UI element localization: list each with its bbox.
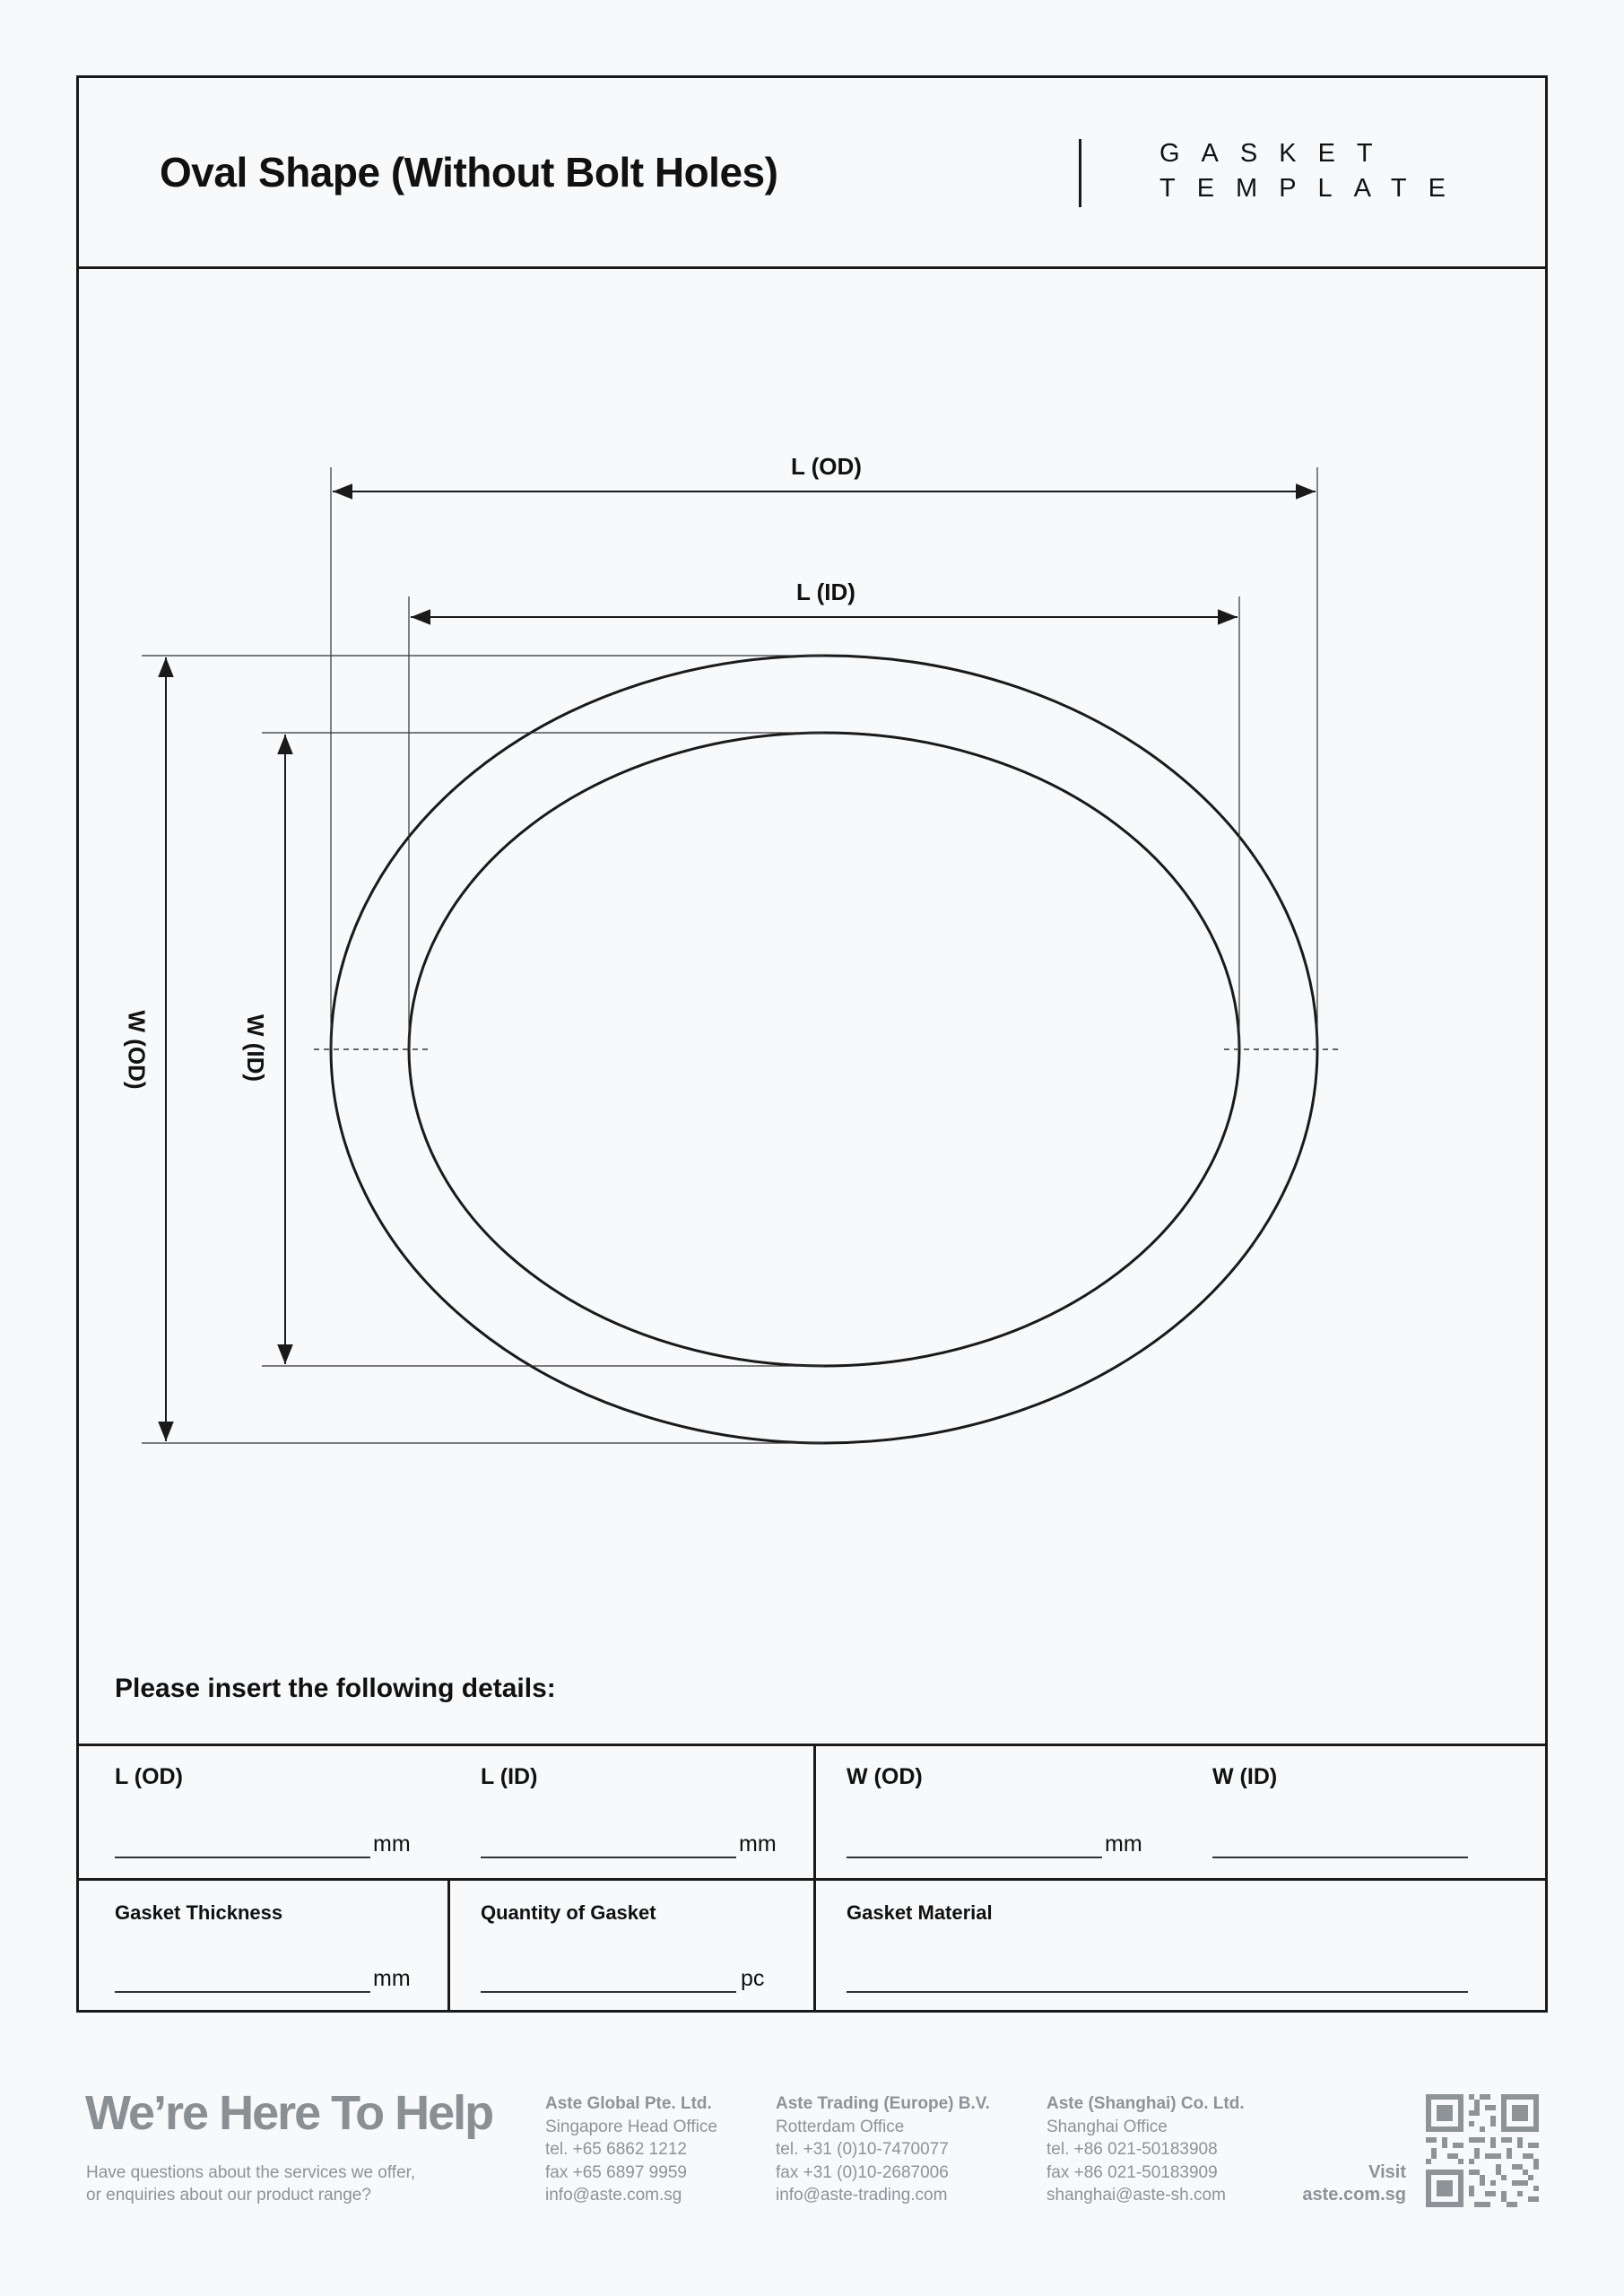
- field-label-w-od: W (OD): [847, 1764, 923, 1789]
- footer-headline: We’re Here To Help: [85, 2086, 493, 2140]
- input-gasket-material[interactable]: [847, 1991, 1468, 1993]
- office-email[interactable]: info@aste-trading.com: [776, 2186, 948, 2205]
- field-label-l-od: L (OD): [115, 1764, 183, 1789]
- unit-l-od: mm: [373, 1831, 411, 1857]
- office-fax: fax +65 6897 9959: [545, 2162, 687, 2182]
- form-divider-row2: [447, 1878, 450, 2013]
- office-name: Aste (Shanghai) Co. Ltd.: [1046, 2094, 1245, 2113]
- oval-gasket-drawing: [79, 78, 1545, 1603]
- label-w-id: W (ID): [242, 1013, 270, 1083]
- field-label-quantity: Quantity of Gasket: [481, 1901, 656, 1924]
- footer-subtext-line2: or enquiries about our product range?: [86, 2186, 371, 2205]
- office-location: Rotterdam Office: [776, 2117, 905, 2136]
- unit-l-id: mm: [739, 1831, 777, 1857]
- qr-code-icon[interactable]: [1426, 2094, 1539, 2207]
- input-l-od[interactable]: [115, 1857, 370, 1858]
- label-l-id: L (ID): [796, 578, 855, 605]
- input-gasket-thickness[interactable]: [115, 1991, 370, 1993]
- visit-block: [1255, 2161, 1406, 2206]
- office-fax: fax +86 021-50183909: [1046, 2162, 1218, 2182]
- office-name: Aste Trading (Europe) B.V.: [776, 2094, 990, 2113]
- office-tel[interactable]: tel. +86 021-50183908: [1046, 2140, 1218, 2159]
- footer-subtext-line1: Have questions about the services we offer,: [86, 2163, 416, 2182]
- field-label-w-id: W (ID): [1212, 1764, 1278, 1789]
- form-middle-rule: [79, 1878, 1545, 1881]
- visit-label: Visit: [1368, 2162, 1406, 2182]
- template-sheet: [76, 75, 1548, 2013]
- unit-gasket-thickness: mm: [373, 1966, 411, 1991]
- office-name: Aste Global Pte. Ltd.: [545, 2094, 712, 2113]
- field-label-l-id: L (ID): [481, 1764, 538, 1789]
- page-title: Oval Shape (Without Bolt Holes): [160, 149, 778, 196]
- input-w-od[interactable]: [847, 1857, 1102, 1858]
- label-l-od: L (OD): [791, 453, 862, 480]
- form-top-rule: [79, 1744, 1545, 1746]
- field-label-gasket-material: Gasket Material: [847, 1901, 993, 1924]
- office-singapore: [545, 2092, 717, 2207]
- brand-line-template: TEMPLATE: [1159, 174, 1467, 203]
- office-email[interactable]: info@aste.com.sg: [545, 2186, 682, 2205]
- input-l-id[interactable]: [481, 1857, 736, 1858]
- input-w-id[interactable]: [1212, 1857, 1468, 1858]
- outer-oval: [331, 656, 1317, 1443]
- brand-line-gasket: GASKET: [1159, 139, 1394, 168]
- office-tel[interactable]: tel. +65 6862 1212: [545, 2140, 687, 2159]
- office-location: Shanghai Office: [1046, 2117, 1168, 2136]
- unit-quantity: pc: [741, 1966, 765, 1991]
- visit-url-link[interactable]: aste.com.sg: [1302, 2185, 1406, 2205]
- unit-w-od: mm: [1105, 1831, 1142, 1857]
- office-location: Singapore Head Office: [545, 2117, 717, 2136]
- inner-oval: [409, 733, 1239, 1366]
- office-tel[interactable]: tel. +31 (0)10-7470077: [776, 2140, 949, 2159]
- office-email[interactable]: shanghai@aste-sh.com: [1046, 2186, 1226, 2205]
- label-w-od: W (OD): [123, 1010, 151, 1090]
- input-quantity[interactable]: [481, 1991, 736, 1993]
- office-fax: fax +31 (0)10-2687006: [776, 2162, 949, 2182]
- form-prompt: Please insert the following details:: [115, 1674, 556, 1703]
- office-rotterdam: [776, 2092, 990, 2207]
- office-shanghai: [1046, 2092, 1245, 2207]
- form-divider-center: [813, 1744, 816, 2013]
- field-label-gasket-thickness: Gasket Thickness: [115, 1901, 283, 1924]
